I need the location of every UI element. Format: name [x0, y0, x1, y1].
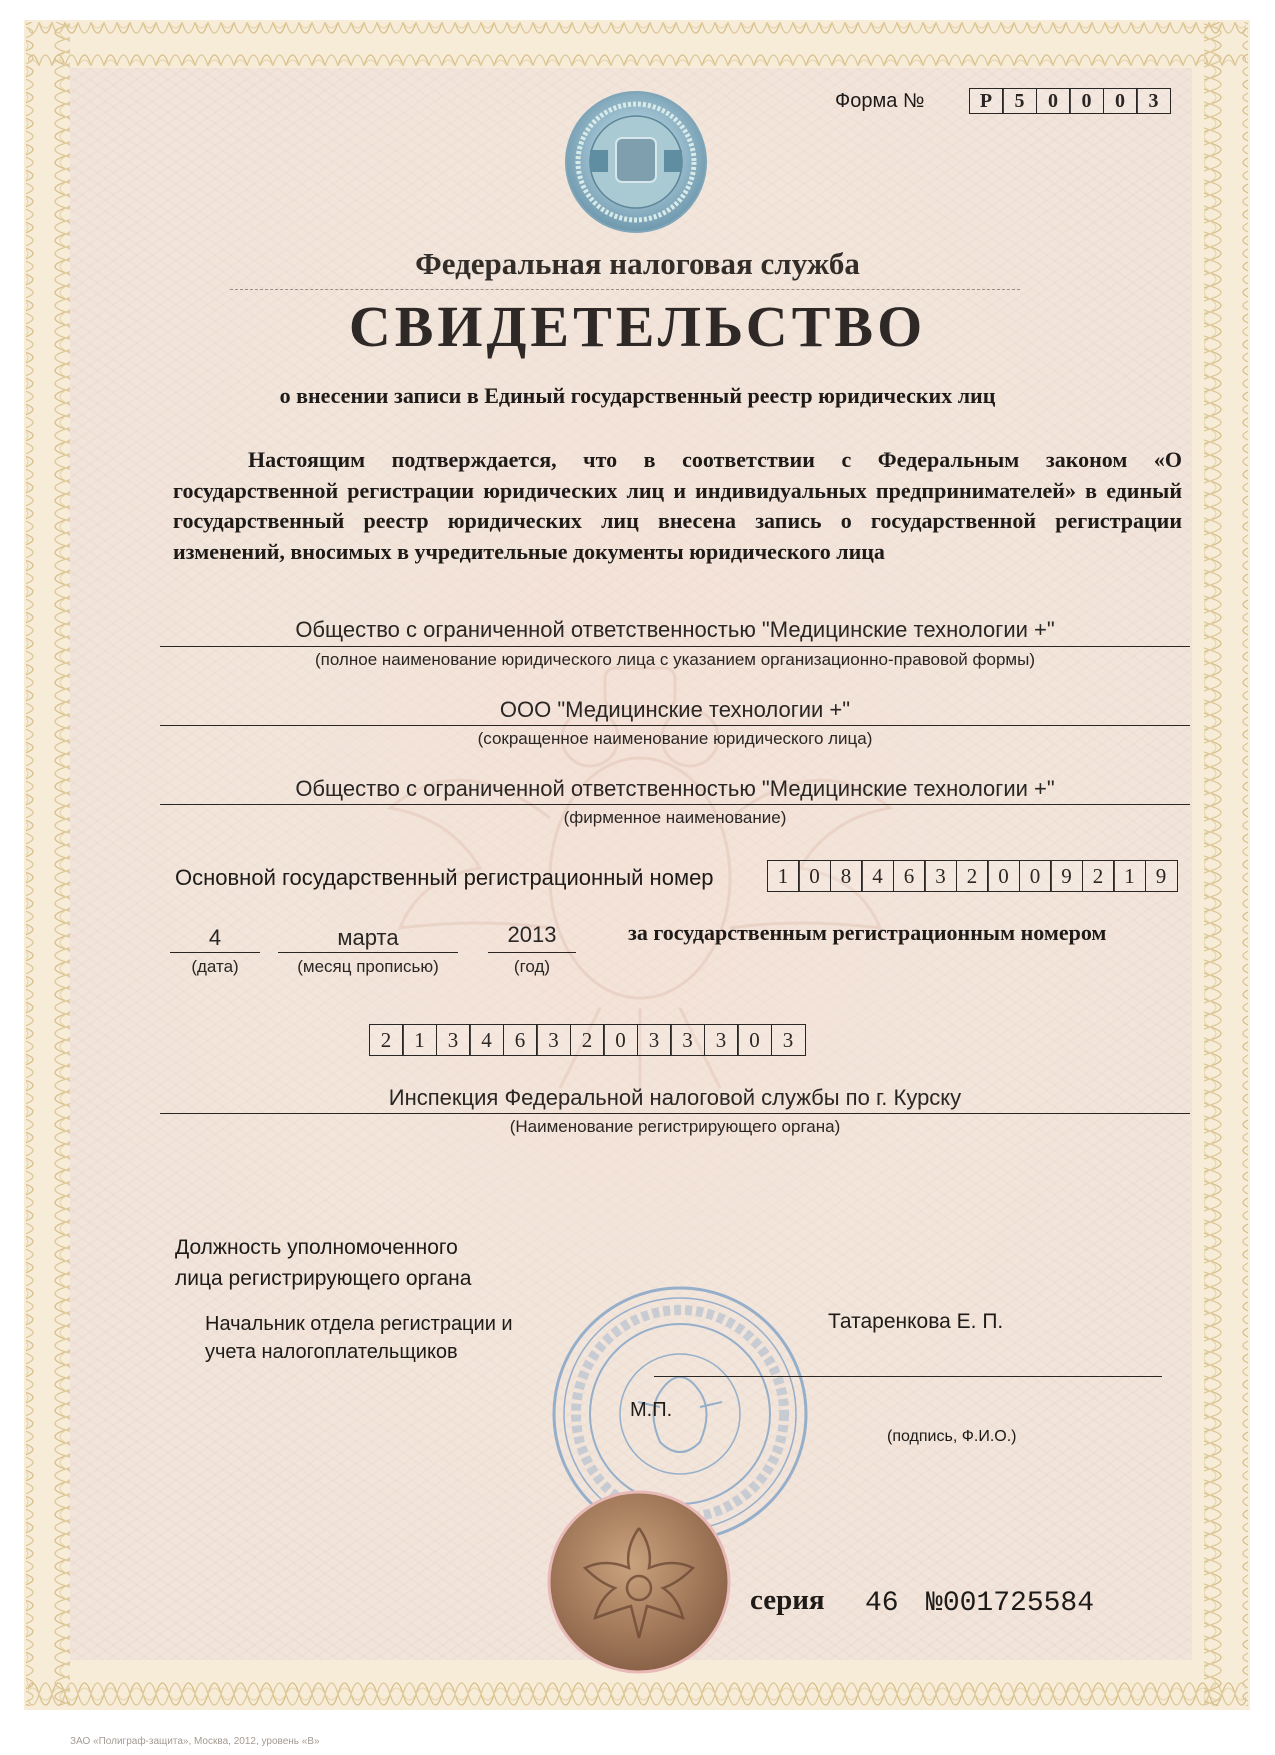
ogrn-digit-cell: 9: [1050, 860, 1083, 892]
year-caption: (год): [513, 957, 551, 976]
entry-month: марта: [337, 925, 399, 950]
form-code-cell: Р: [969, 88, 1004, 114]
grn-digit-cell: 3: [670, 1024, 705, 1056]
grn-digit-cell: 2: [570, 1024, 605, 1056]
certificate-title: СВИДЕТЕЛЬСТВО: [348, 294, 927, 359]
ogrn-digit-cell: 6: [893, 860, 926, 892]
grn-digit-cell: 0: [737, 1024, 772, 1056]
entry-day: 4: [208, 925, 222, 950]
header-divider: [230, 289, 1020, 290]
certificate-subtitle: о внесении записи в Единый государственный реестр юридических лиц: [279, 383, 996, 408]
printer-imprint: ЗАО «Полиграф-защита», Москва, 2012, уровень «В»: [70, 1736, 320, 1747]
ogrn-digit-cell: 9: [1145, 860, 1178, 892]
authority-line: [160, 1113, 1190, 1114]
entity-full-name: Общество с ограниченной ответственностью "Медицинские технологии +": [295, 617, 1055, 642]
ogrn-digit-cell: 2: [1082, 860, 1115, 892]
grn-digit-cell: 2: [369, 1024, 404, 1056]
signatory-name: Татаренкова Е. П.: [828, 1310, 1004, 1333]
grn-digit-cell: 4: [469, 1024, 504, 1056]
ogrn-digit-cell: 1: [1113, 860, 1146, 892]
entity-short-name: ООО "Медицинские технологии +": [499, 697, 851, 722]
grn-cells: [370, 1024, 806, 1056]
series-region: 46: [865, 1588, 899, 1619]
number-value: 001725584: [942, 1588, 1095, 1619]
ogrn-digit-cell: 0: [1019, 860, 1052, 892]
body-text: Настоящим подтверждается, что в соответствии с Федеральным законом «О государственной регистрации юридических лиц и индивидуальных предпринимателей» в единый государственный реестр юридических лиц внесена запись о государственной регистрации изменений, вносимых в учредительные документы юридического лица: [173, 447, 1182, 564]
certificate-number: [926, 1588, 1094, 1619]
grn-digit-cell: 3: [771, 1024, 806, 1056]
ogrn-digit-cell: 2: [956, 860, 989, 892]
grn-digit-cell: 3: [436, 1024, 471, 1056]
signatory-position: [205, 1310, 513, 1366]
entry-year: 2013: [507, 922, 557, 947]
ogrn-digit-cell: 4: [861, 860, 894, 892]
position-label-line1: Должность уполномоченного: [175, 1236, 458, 1259]
stamp-place-label: М.П.: [630, 1399, 673, 1421]
number-prefix: №: [926, 1588, 943, 1619]
ogrn-digit-cell: 3: [924, 860, 957, 892]
form-code-cell: 5: [1002, 88, 1037, 114]
grn-digit-cell: 3: [704, 1024, 739, 1056]
grn-digit-cell: 0: [603, 1024, 638, 1056]
hologram-emblem-icon: [562, 88, 710, 236]
ogrn-digit-cell: 0: [798, 860, 831, 892]
short-name-line: [160, 725, 1190, 726]
grn-digit-cell: 6: [503, 1024, 538, 1056]
grn-digit-cell: 3: [536, 1024, 571, 1056]
firm-name-caption: (фирменное наименование): [563, 808, 787, 827]
ogrn-digit-cell: 0: [987, 860, 1020, 892]
full-name-caption: (полное наименование юридического лица с указанием организационно-правовой формы): [314, 650, 1035, 669]
authority-caption: (Наименование регистрирующего органа): [509, 1117, 841, 1136]
month-line: [278, 952, 458, 953]
coat-of-arms-seal-icon: [545, 1488, 733, 1676]
day-caption: (дата): [191, 957, 239, 976]
form-code-cells: [970, 88, 1171, 114]
position-label: [175, 1232, 471, 1294]
year-line: [488, 952, 576, 953]
signatory-position-line1: Начальник отдела регистрации и: [205, 1313, 513, 1335]
form-code-cell: 0: [1103, 88, 1138, 114]
form-code-cell: 3: [1136, 88, 1171, 114]
signature-caption: (подпись, Ф.И.О.): [887, 1428, 1017, 1445]
ogrn-cells: [768, 860, 1178, 892]
ogrn-digit-cell: 1: [767, 860, 800, 892]
firm-name-line: [160, 804, 1190, 805]
signature-line: [654, 1376, 1162, 1377]
ogrn-digit-cell: 8: [830, 860, 863, 892]
day-line: [170, 952, 260, 953]
month-caption: (месяц прописью): [297, 957, 439, 976]
agency-name: Федеральная налоговая служба: [415, 246, 860, 281]
grn-digit-cell: 1: [402, 1024, 437, 1056]
form-number-label: Форма №: [835, 90, 925, 112]
grn-digit-cell: 3: [637, 1024, 672, 1056]
full-name-line: [160, 646, 1190, 647]
position-label-line2: лица регистрирующего органа: [175, 1267, 472, 1290]
short-name-caption: (сокращенное наименование юридического лица): [477, 729, 873, 748]
signatory-position-line2: учета налогоплательщиков: [205, 1341, 458, 1363]
entity-firm-name: Общество с ограниченной ответственностью "Медицинские технологии +": [295, 776, 1055, 801]
series-label: серия: [750, 1584, 825, 1616]
registration-number-label: за государственным регистрационным номером: [628, 920, 1107, 945]
registering-authority: Инспекция Федеральной налоговой службы по г. Курску: [388, 1085, 962, 1110]
ogrn-label: Основной государственный регистрационный номер: [175, 865, 714, 890]
form-code-cell: 0: [1069, 88, 1104, 114]
form-code-cell: 0: [1036, 88, 1071, 114]
